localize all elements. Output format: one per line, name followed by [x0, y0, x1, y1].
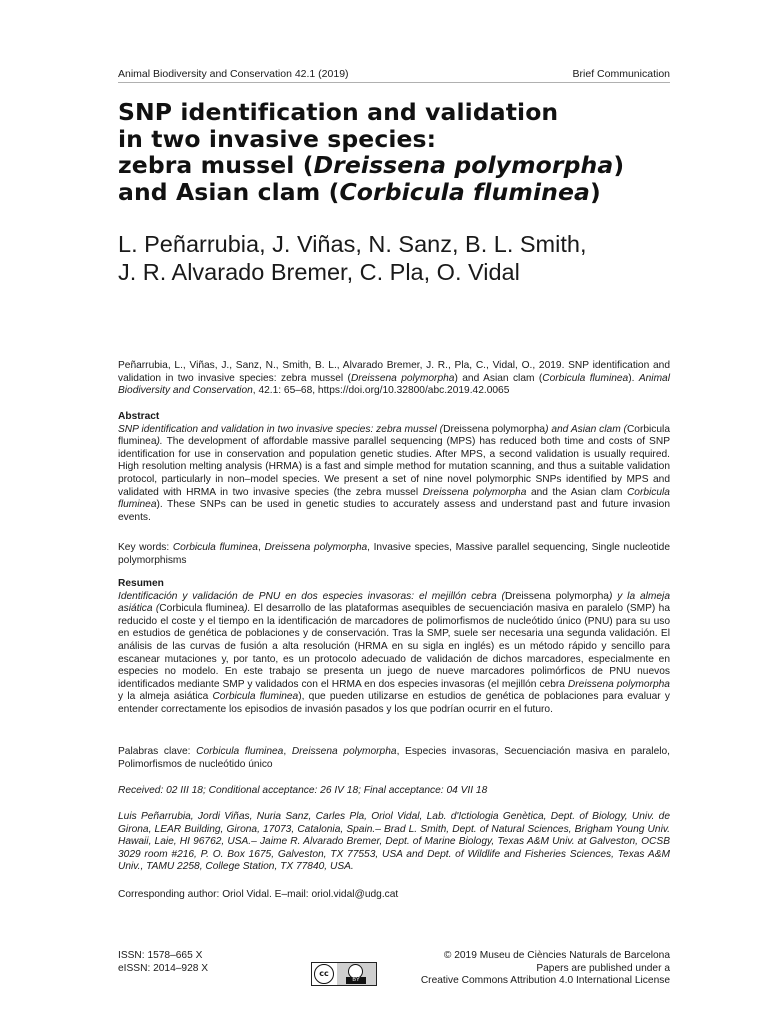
species-name: Dreissena polymorpha [350, 372, 455, 384]
title-line-3 [118, 152, 678, 179]
species-name: Dreissena polymorpha [504, 590, 609, 602]
journal-title: Animal Biodiversity and Conservation [118, 372, 670, 397]
resumen-body: ), que pueden utilizarse en estudios de genética de poblaciones para evaluar y entender correctamente los episodios de invasión pasados y los que podrían ocurrir en el futuro. [118, 691, 670, 715]
abstract [118, 411, 670, 524]
abstract-title: ). [156, 436, 163, 448]
article-type: Brief Communication [572, 68, 670, 80]
citation [118, 360, 670, 398]
issn: ISSN: 1578–665 X [118, 950, 203, 961]
title-text: and Asian clam ( [118, 177, 340, 206]
keyword-separator: , [257, 542, 265, 553]
license-intro: Papers are published under a [536, 962, 670, 974]
species-name: Corbicula fluminea [159, 603, 245, 615]
eissn: eISSN: 2014–928 X [118, 962, 209, 974]
species-name: Dreissena polymorpha [422, 486, 527, 498]
abstract-body: ). These SNPs can be used in genetic studies to accurately assess and understand past and future invasion events. [118, 499, 670, 523]
abstract-title: ) and Asian clam ( [545, 423, 627, 435]
species-name: Corbicula fluminea [339, 177, 590, 206]
journal-name: Animal Biodiversity and Conservation 42.1 (2019) [118, 68, 349, 80]
palabras-clave [118, 746, 670, 771]
species-name: Corbicula fluminea [118, 423, 670, 448]
title-text: ) [613, 151, 625, 179]
resumen-heading: Resumen [118, 578, 164, 589]
species-name: Corbicula fluminea [212, 691, 299, 703]
by-label: BY [346, 977, 366, 984]
keyword: Dreissena polymorpha [264, 542, 368, 553]
keyword: Corbicula fluminea [196, 746, 284, 757]
resumen-title: Identificación y validación de PNU en dos especies invasoras: el mejillón cebra ( [118, 590, 505, 602]
author-affiliations: Luis Peñarrubia, Jordi Viñas, Nuria Sanz, Carles Pla, Oriol Vidal, Lab. d'Ictiologia Genètica, Dept. of Biology, Univ. de Girona, LEAR Building, Girona, 17073, Catalonia, Spain.– Brad L. Smith, Dept. of Natural Sciences, Brigham Young Univ. Hawaii, Laie, HI 96762, USA.– Jaime R. Alvarado Bremer, Dept. of Marine Biology, Texas A&M Univ. at Galveston, OCSB 3029 room #216, P. O. Box 1675, Galveston, TX 77553, USA and Dept. of Wildlife and Fisheries Sciences, Texas A&M Univ., TAMU 2258, College Station, TX 77840, USA. [118, 811, 670, 873]
abstract-title: SNP identification and validation in two invasive species: zebra mussel ( [118, 423, 444, 435]
keyword-list: , Especies invasoras, Secuenciación masiva en paralelo, Polimorfismos de nucleótido único [118, 746, 670, 770]
abstract-heading: Abstract [118, 411, 160, 422]
keywords [118, 542, 670, 567]
species-name: Dreissena polymorpha [313, 151, 614, 179]
abstract-body: The development of affordable massive parallel sequencing (MPS) has reduced both time and costs of SNP identification for use in conservation and population genetic studies. After MPS, a second validation is usually required. High resolution melting analysis (HRMA) is a fast and simple method for mutation scanning, and thus a suitable validation protocol, particularly in non–model species. We present a set of nine novel polymorphic SNPs identified by MPS and validated with HRMA in two invasive species (the zebra mussel [118, 436, 670, 498]
license-name[interactable]: Creative Commons Attribution 4.0 International License [420, 975, 670, 987]
resumen-body: y la almeja asiática [118, 691, 213, 703]
article-title [118, 99, 678, 205]
received-dates: Received: 02 III 18; Conditional acceptance: 26 IV 18; Final acceptance: 04 VII 18 [118, 785, 488, 796]
keyword-list: , Invasive species, Massive parallel sequencing, Single nucleotide polymorphisms [118, 542, 670, 566]
species-name: Corbicula fluminea [118, 486, 670, 511]
keyword: Corbicula fluminea [172, 542, 258, 553]
keyword-separator: , [283, 746, 292, 757]
authors-line-1: L. Peñarrubia, J. Viñas, N. Sanz, B. L. Smith, [118, 231, 587, 257]
species-name: Dreissena polymorpha [567, 678, 670, 690]
resumen-title: ). [244, 603, 251, 615]
title-line-2: in two invasive species: [118, 124, 437, 153]
species-name: Corbicula fluminea [542, 372, 629, 384]
citation-text: ) and Asian clam ( [454, 372, 543, 384]
species-name: Dreissena polymorpha [443, 423, 546, 435]
corresponding-author: Corresponding author: Oriol Vidal. E–mail: oriol.vidal@udg.cat [118, 889, 399, 900]
resumen-body: El desarrollo de las plataformas asequibles de secuenciación masiva en paralelo (SMP) ha reducido el coste y el tiempo en la identificación de marcadores de polimorfismos de nucleótido único (PNU) para su uso en estudios de genética de poblaciones y de conservación. Tras la SMP, suele ser necesaria una segunda validación. El análisis de las curvas de fusión a alta resolución (HRMA en su sigla en inglés) es un método rápido y sencillo para escanear mutaciones y, por tanto, es un protocolo adecuado de validación de dichos marcadores, especialmente en especies no modelo. En este trabajo se presenta un juego de nueve marcadores polimórficos de PNU nuevos identificados mediante SMP y validados con el HRMA en dos especies invasoras (el mejillón cebra [118, 603, 670, 690]
keyword: Dreissena polymorpha [291, 746, 397, 757]
title-line-1: SNP identification and validation [118, 98, 559, 126]
copyright-notice: © 2019 Museu de Ciències Naturals de Barcelona [443, 950, 670, 961]
citation-doi: , 42.1: 65–68, https://doi.org/10.32800/abc.2019.42.0065 [252, 385, 510, 397]
authors-line-2: J. R. Alvarado Bremer, C. Pla, O. Vidal [118, 259, 520, 285]
resumen-title: ) y la almeja asiática ( [118, 590, 670, 615]
cc-icon: cc [314, 964, 334, 984]
keywords-label: Key words: [118, 542, 173, 553]
citation-text: ). [628, 372, 639, 384]
abstract-body: and the Asian clam [526, 486, 627, 498]
page-footer [118, 950, 670, 990]
issn-block [118, 950, 208, 975]
running-header [118, 68, 670, 83]
title-line-4 [118, 179, 678, 206]
palabras-label: Palabras clave: [118, 746, 197, 757]
license-block [421, 950, 670, 988]
cc-by-license-icon[interactable] [311, 962, 377, 986]
title-text: ) [589, 177, 601, 206]
resumen [118, 578, 670, 717]
author-list [118, 230, 678, 286]
citation-text: Peñarrubia, L., Viñas, J., Sanz, N., Smith, B. L., Alvarado Bremer, J. R., Pla, C., Vidal, O., 2019. SNP identification and validation in two invasive species: zebra mussel ( [118, 360, 670, 384]
title-text: zebra mussel ( [118, 151, 314, 179]
